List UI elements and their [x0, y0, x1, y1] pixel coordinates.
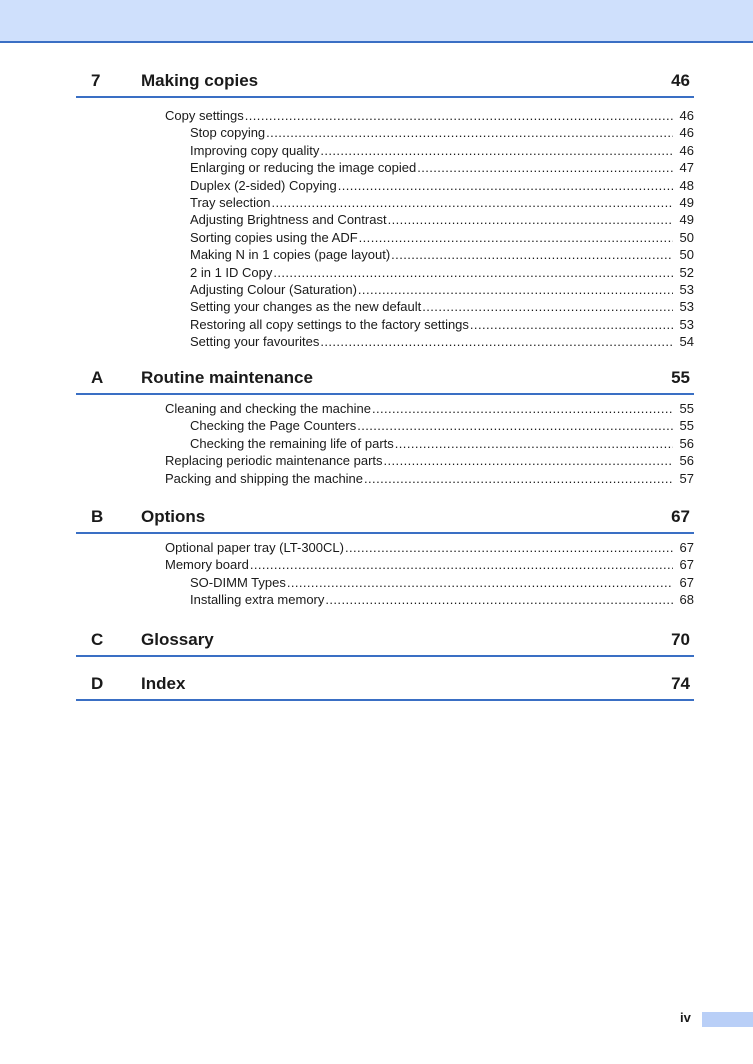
toc-entry[interactable] [190, 417, 694, 434]
entry-text: Installing extra memory [190, 592, 325, 608]
entry-page: 68 [679, 592, 694, 608]
entry-text: Duplex (2-sided) Copying [190, 177, 337, 193]
entry-page: 67 [679, 540, 694, 555]
chapter-page: 55 [671, 368, 690, 387]
entry-text: Enlarging or reducing the image copied [190, 160, 417, 176]
toc-entry[interactable] [165, 400, 694, 417]
dot-leader [372, 400, 673, 417]
entry-page: 55 [679, 418, 694, 434]
toc-entry[interactable] [165, 470, 694, 487]
dot-leader [245, 107, 673, 124]
entry-page: 53 [679, 281, 694, 297]
entry-text: Stop copying [190, 125, 266, 141]
chapter-heading[interactable] [76, 623, 694, 657]
toc-entry[interactable] [165, 452, 694, 469]
entry-text: Replacing periodic maintenance parts [165, 453, 383, 469]
entry-text: Improving copy quality [190, 142, 320, 158]
toc-chapter-c [76, 623, 694, 657]
toc-entry[interactable] [165, 539, 694, 556]
dot-leader [384, 452, 673, 469]
chapter-number: D [91, 674, 104, 693]
entry-text: SO-DIMM Types [190, 574, 286, 590]
toc-entry[interactable] [190, 211, 694, 228]
entry-page: 53 [679, 299, 694, 315]
dot-leader [325, 591, 673, 608]
entry-page: 56 [679, 453, 694, 469]
entry-text: Setting your changes as the new default [190, 299, 422, 315]
entry-page: 67 [679, 557, 694, 573]
entry-page: 46 [679, 142, 694, 158]
dot-leader [391, 246, 673, 263]
entry-text: Setting your favourites [190, 334, 320, 350]
chapter-page: 67 [671, 507, 690, 526]
entry-text: Copy settings [165, 108, 244, 123]
dot-leader [358, 281, 673, 298]
entry-page: 52 [679, 264, 694, 280]
toc-chapter-7 [76, 64, 694, 350]
toc-entry[interactable] [190, 177, 694, 194]
toc-entry[interactable] [190, 159, 694, 176]
dot-leader [395, 435, 673, 452]
dot-leader [273, 264, 673, 281]
toc-entry[interactable] [190, 124, 694, 141]
header-band [0, 0, 753, 43]
toc-entry[interactable] [165, 107, 694, 124]
entry-page: 57 [679, 470, 694, 486]
dot-leader [364, 470, 673, 487]
chapter-page: 46 [671, 71, 690, 90]
chapter-number: B [91, 507, 104, 526]
chapter-heading[interactable] [76, 361, 694, 395]
dot-leader [470, 316, 673, 333]
entry-page: 54 [679, 334, 694, 350]
toc-entry[interactable] [190, 142, 694, 159]
chapter-entries [76, 107, 694, 350]
dot-leader [250, 556, 673, 573]
entry-page: 67 [679, 574, 694, 590]
entry-page: 48 [679, 177, 694, 193]
dot-leader [287, 574, 673, 591]
toc-entry[interactable] [190, 591, 694, 608]
entry-page: 49 [679, 194, 694, 210]
chapter-page: 70 [671, 630, 690, 649]
toc-entry[interactable] [190, 229, 694, 246]
chapter-number: A [91, 368, 104, 387]
toc-entry[interactable] [190, 281, 694, 298]
dot-leader [422, 298, 673, 315]
chapter-number: 7 [91, 71, 101, 90]
entry-page: 55 [679, 401, 694, 416]
entry-page: 47 [679, 160, 694, 176]
chapter-title: Index [141, 674, 186, 693]
dot-leader [388, 211, 673, 228]
toc-entry[interactable] [165, 556, 694, 573]
entry-text: Adjusting Colour (Saturation) [190, 281, 357, 297]
dot-leader [338, 177, 673, 194]
toc-entry[interactable] [190, 298, 694, 315]
entry-text: Checking the Page Counters [190, 418, 357, 434]
dot-leader [357, 417, 673, 434]
toc-chapter-d [76, 667, 694, 701]
dot-leader [345, 539, 673, 556]
chapter-title: Making copies [141, 71, 259, 90]
toc-entry[interactable] [190, 316, 694, 333]
chapter-title: Routine maintenance [141, 368, 313, 387]
entry-page: 50 [679, 229, 694, 245]
entry-text: 2 in 1 ID Copy [190, 264, 273, 280]
dot-leader [417, 159, 673, 176]
chapter-number: C [91, 630, 104, 649]
entry-text: Checking the remaining life of parts [190, 435, 394, 451]
toc-entry[interactable] [190, 333, 694, 350]
toc-entry[interactable] [190, 246, 694, 263]
chapter-heading[interactable] [76, 500, 694, 534]
entry-page: 46 [679, 125, 694, 141]
chapter-heading[interactable] [76, 64, 694, 98]
toc-entry[interactable] [190, 435, 694, 452]
toc-entry[interactable] [190, 264, 694, 281]
toc-chapter-b [76, 500, 694, 609]
chapter-heading[interactable] [76, 667, 694, 701]
dot-leader [320, 142, 673, 159]
chapter-entries [76, 539, 694, 609]
entry-text: Optional paper tray (LT-300CL) [165, 540, 344, 555]
dot-leader [266, 124, 673, 141]
entry-text: Sorting copies using the ADF [190, 229, 358, 245]
entry-text: Packing and shipping the machine [165, 470, 364, 486]
entry-page: 49 [679, 212, 694, 228]
entry-text: Cleaning and checking the machine [165, 401, 371, 416]
dot-leader [359, 229, 673, 246]
chapter-page: 74 [671, 674, 690, 693]
entry-text: Making N in 1 copies (page layout) [190, 247, 391, 263]
toc-chapter-a [76, 361, 694, 487]
footer-page-number: iv [680, 1010, 691, 1025]
chapter-title: Options [141, 507, 206, 526]
chapter-entries [76, 400, 694, 487]
entry-page: 50 [679, 247, 694, 263]
entry-page: 46 [679, 108, 694, 123]
toc-entry[interactable] [190, 574, 694, 591]
entry-page: 56 [679, 435, 694, 451]
footer-tab [702, 1012, 753, 1027]
dot-leader [271, 194, 673, 211]
dot-leader [320, 333, 673, 350]
entry-page: 53 [679, 316, 694, 332]
entry-text: Tray selection [190, 194, 271, 210]
toc-entry[interactable] [190, 194, 694, 211]
entry-text: Restoring all copy settings to the factory settings [190, 316, 469, 332]
entry-text: Adjusting Brightness and Contrast [190, 212, 387, 228]
entry-text: Memory board [165, 557, 249, 573]
chapter-title: Glossary [141, 630, 214, 649]
